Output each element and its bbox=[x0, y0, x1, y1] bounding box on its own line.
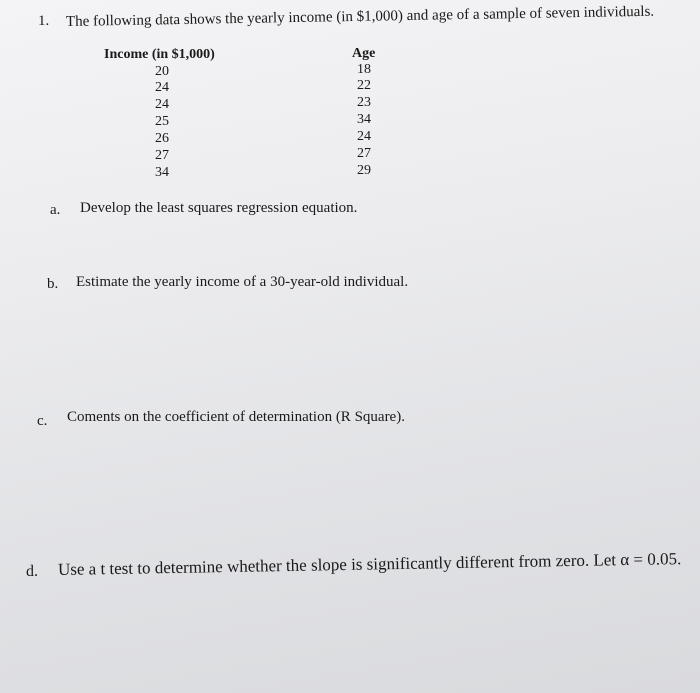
age-cell: 22 bbox=[357, 78, 371, 93]
part-d-text: Use a t test to determine whether the slope is significantly different from zero. Let α = 0.05. bbox=[57, 549, 682, 579]
income-cell: 20 bbox=[155, 64, 169, 79]
age-cell: 34 bbox=[357, 112, 371, 127]
part-b-letter: b. bbox=[47, 276, 59, 292]
part-a-text: Develop the least squares regression equation. bbox=[80, 200, 358, 216]
part-a-letter: a. bbox=[50, 202, 61, 218]
income-cell: 34 bbox=[155, 165, 169, 180]
part-b-text: Estimate the yearly income of a 30-year-old individual. bbox=[76, 274, 409, 290]
income-column-header: Income (in $1,000) bbox=[104, 47, 215, 62]
question-intro: The following data shows the yearly income (in $1,000) and age of a sample of seven individuals. bbox=[65, 3, 655, 30]
part-c-text: Coments on the coefficient of determination (R Square). bbox=[67, 409, 405, 425]
income-cell: 24 bbox=[155, 97, 169, 112]
income-cell: 25 bbox=[155, 114, 169, 129]
age-cell: 18 bbox=[357, 62, 371, 77]
part-c-letter: c. bbox=[37, 413, 48, 429]
age-cell: 23 bbox=[357, 95, 371, 110]
age-cell: 24 bbox=[357, 129, 371, 144]
question-number: 1. bbox=[38, 13, 50, 29]
age-cell: 29 bbox=[357, 163, 371, 178]
income-cell: 24 bbox=[155, 80, 169, 95]
age-column-header: Age bbox=[352, 46, 376, 61]
age-cell: 27 bbox=[357, 146, 371, 161]
income-cell: 26 bbox=[155, 131, 169, 146]
income-cell: 27 bbox=[155, 148, 169, 163]
part-d-letter: d. bbox=[26, 563, 38, 580]
